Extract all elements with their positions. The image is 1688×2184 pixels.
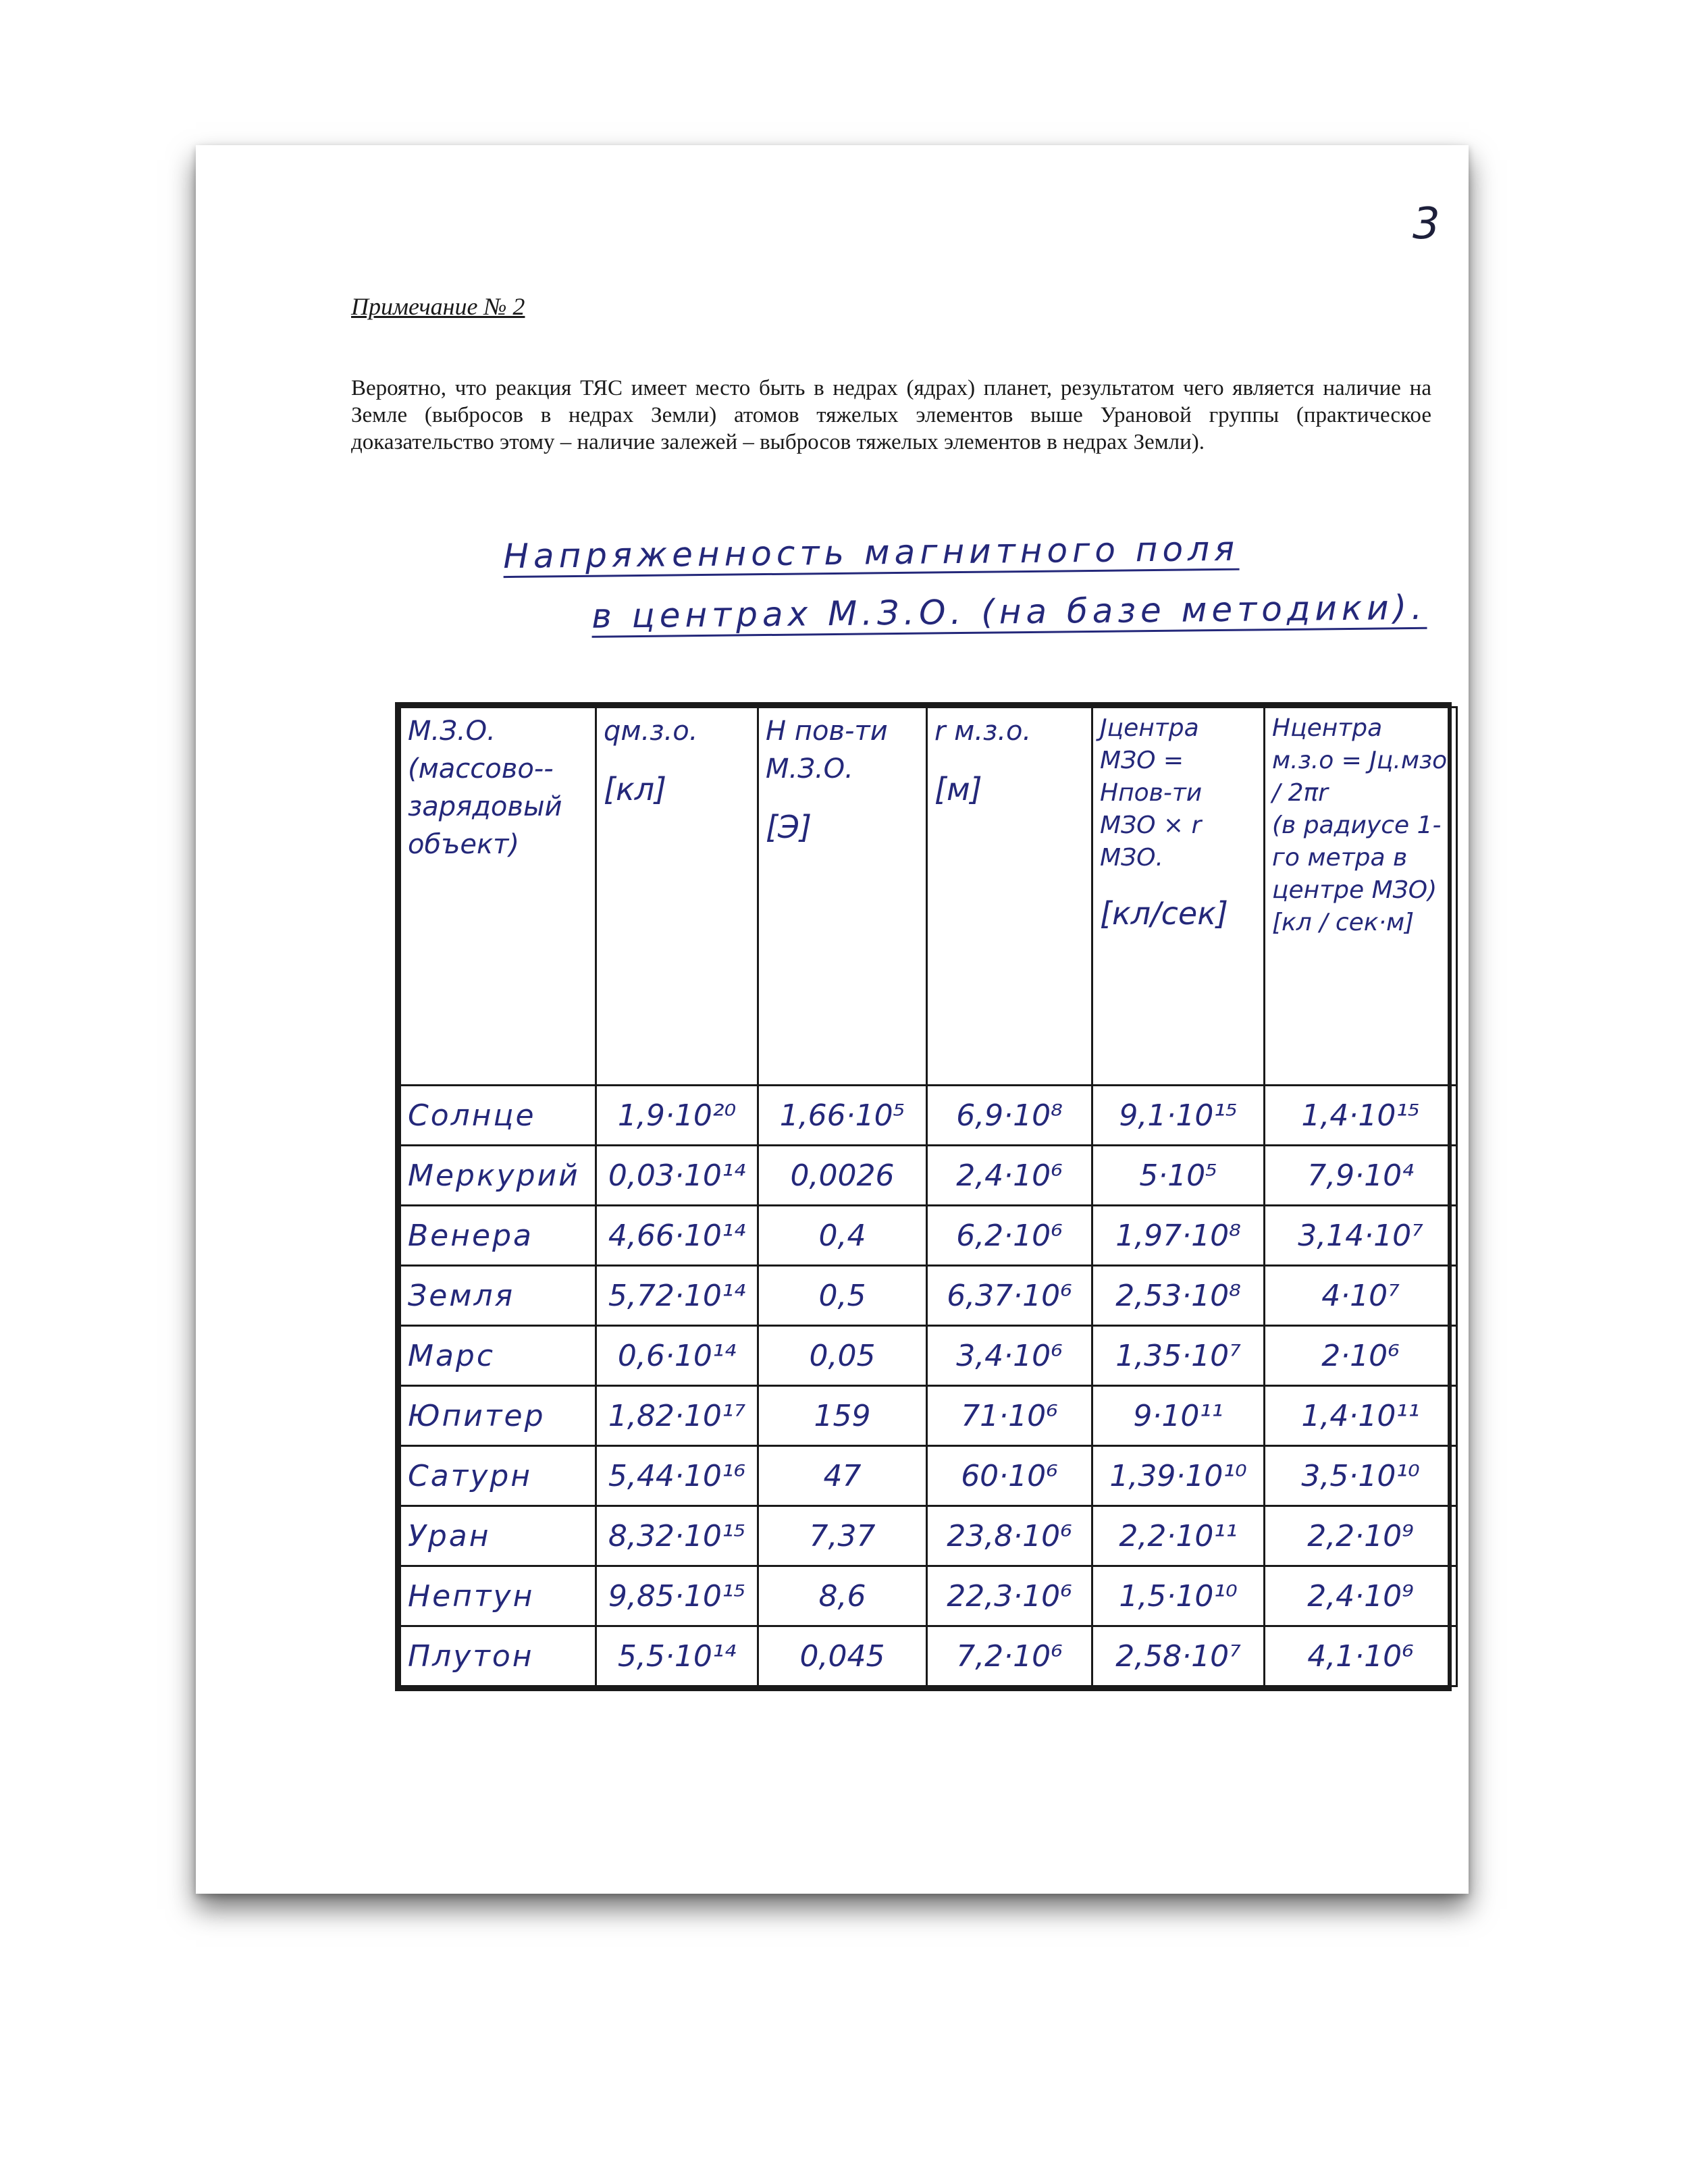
cell-radius: 6,9·10⁸ [927, 1086, 1092, 1146]
cell-object-name: Венера [400, 1206, 596, 1266]
cell-radius: 23,8·10⁶ [927, 1506, 1092, 1566]
cell-center-current: 5·10⁵ [1092, 1146, 1265, 1206]
cell-surface-field: 7,37 [758, 1506, 927, 1566]
cell-surface-field: 1,66·10⁵ [758, 1086, 927, 1146]
header-radius [927, 708, 1092, 1086]
header-surface-field [758, 708, 927, 1086]
cell-charge: 8,32·10¹⁵ [596, 1506, 758, 1566]
cell-center-current: 2,53·10⁸ [1092, 1266, 1265, 1326]
cell-surface-field: 0,045 [758, 1626, 927, 1686]
cell-object-name: Меркурий [400, 1146, 596, 1206]
header-object-label: М.З.О. (массово--зарядовый объект) [408, 716, 562, 860]
table-body [400, 1086, 1457, 1686]
cell-center-field: 4·10⁷ [1265, 1266, 1457, 1326]
header-center-current-label: Jцентра МЗО = Hпов-ти МЗО × r МЗО. [1100, 714, 1203, 872]
header-center-field-unit: [кл / сек·м] [1272, 909, 1415, 936]
data-table [399, 706, 1458, 1687]
header-center-current-unit: [кл/сек] [1100, 895, 1228, 932]
header-charge-unit: [кл] [604, 771, 667, 807]
cell-center-field: 2·10⁶ [1265, 1326, 1457, 1386]
page-number: 3 [1413, 199, 1440, 249]
header-surface-field-unit: [Э] [766, 809, 812, 845]
cell-object-name: Солнце [400, 1086, 596, 1146]
data-table-frame [395, 702, 1452, 1691]
cell-object-name: Уран [400, 1506, 596, 1566]
cell-surface-field: 8,6 [758, 1566, 927, 1626]
cell-object-name: Нептун [400, 1566, 596, 1626]
cell-surface-field: 0,4 [758, 1206, 927, 1266]
cell-center-field: 2,4·10⁹ [1265, 1566, 1457, 1626]
cell-charge: 1,9·10²⁰ [596, 1086, 758, 1146]
cell-center-current: 9,1·10¹⁵ [1092, 1086, 1265, 1146]
cell-charge: 5,44·10¹⁶ [596, 1446, 758, 1506]
table-row [400, 1506, 1457, 1566]
cell-charge: 1,82·10¹⁷ [596, 1386, 758, 1446]
cell-center-current: 2,2·10¹¹ [1092, 1506, 1265, 1566]
cell-surface-field: 159 [758, 1386, 927, 1446]
cell-center-field: 1,4·10¹⁵ [1265, 1086, 1457, 1146]
cell-surface-field: 0,0026 [758, 1146, 927, 1206]
cell-radius: 71·10⁶ [927, 1386, 1092, 1446]
cell-radius: 2,4·10⁶ [927, 1146, 1092, 1206]
table-header-row [400, 708, 1457, 1086]
header-center-field [1265, 708, 1457, 1086]
cell-surface-field: 0,5 [758, 1266, 927, 1326]
cell-center-current: 9·10¹¹ [1092, 1386, 1265, 1446]
handwritten-title [196, 527, 1469, 636]
cell-radius: 7,2·10⁶ [927, 1626, 1092, 1686]
cell-object-name: Плутон [400, 1626, 596, 1686]
table-row [400, 1146, 1457, 1206]
cell-charge: 4,66·10¹⁴ [596, 1206, 758, 1266]
table-row [400, 1206, 1457, 1266]
header-radius-unit: [м] [934, 771, 982, 807]
cell-charge: 0,6·10¹⁴ [596, 1326, 758, 1386]
cell-radius: 6,37·10⁶ [927, 1266, 1092, 1326]
body-paragraph: Вероятно, что реакция ТЯС имеет место быть в недрах (ядрах) планет, результатом чего является наличие на Земле (выбросов в недрах Земли) атомов тяжелых элементов выше Урановой группы (практическое доказательство этому – наличие залежей – выбросов тяжелых элементов в недрах Земли). [351, 376, 1431, 454]
cell-object-name: Земля [400, 1266, 596, 1326]
cell-center-field: 3,14·10⁷ [1265, 1206, 1457, 1266]
cell-center-field: 1,4·10¹¹ [1265, 1386, 1457, 1446]
cell-center-current: 1,39·10¹⁰ [1092, 1446, 1265, 1506]
header-surface-field-label: H пов-ти М.З.О. [766, 716, 888, 784]
table-row [400, 1086, 1457, 1146]
note-title: Примечание № 2 [351, 293, 525, 320]
cell-center-field: 2,2·10⁹ [1265, 1506, 1457, 1566]
cell-center-field: 3,5·10¹⁰ [1265, 1446, 1457, 1506]
cell-center-field: 7,9·10⁴ [1265, 1146, 1457, 1206]
cell-center-current: 1,97·10⁸ [1092, 1206, 1265, 1266]
cell-surface-field: 47 [758, 1446, 927, 1506]
cell-object-name: Юпитер [400, 1386, 596, 1446]
header-center-current [1092, 708, 1265, 1086]
cell-center-field: 4,1·10⁶ [1265, 1626, 1457, 1686]
cell-surface-field: 0,05 [758, 1326, 927, 1386]
header-charge-label: qм.з.о. [604, 716, 698, 747]
handwritten-title-line-2: в центрах М.З.О. (на базе методики). [591, 588, 1427, 638]
header-center-field-note: (в радиусе 1-го метра в центре МЗО) [1272, 811, 1442, 904]
table-row [400, 1326, 1457, 1386]
cell-radius: 22,3·10⁶ [927, 1566, 1092, 1626]
cell-center-current: 1,35·10⁷ [1092, 1326, 1265, 1386]
table-row [400, 1566, 1457, 1626]
table-row [400, 1446, 1457, 1506]
header-object [400, 708, 596, 1086]
table-row [400, 1386, 1457, 1446]
cell-object-name: Марс [400, 1326, 596, 1386]
header-charge [596, 708, 758, 1086]
cell-charge: 5,72·10¹⁴ [596, 1266, 758, 1326]
handwritten-title-line-1: Напряженность магнитного поля [503, 529, 1239, 578]
cell-charge: 5,5·10¹⁴ [596, 1626, 758, 1686]
cell-center-current: 2,58·10⁷ [1092, 1626, 1265, 1686]
header-center-field-label: Hцентра м.з.о = Jц.мзо / 2πr [1272, 714, 1448, 807]
table-row [400, 1626, 1457, 1686]
cell-radius: 6,2·10⁶ [927, 1206, 1092, 1266]
header-radius-label: r м.з.о. [934, 716, 1032, 747]
document-page [196, 145, 1469, 1894]
cell-object-name: Сатурн [400, 1446, 596, 1506]
cell-center-current: 1,5·10¹⁰ [1092, 1566, 1265, 1626]
cell-radius: 3,4·10⁶ [927, 1326, 1092, 1386]
cell-radius: 60·10⁶ [927, 1446, 1092, 1506]
cell-charge: 9,85·10¹⁵ [596, 1566, 758, 1626]
cell-charge: 0,03·10¹⁴ [596, 1146, 758, 1206]
table-row [400, 1266, 1457, 1326]
